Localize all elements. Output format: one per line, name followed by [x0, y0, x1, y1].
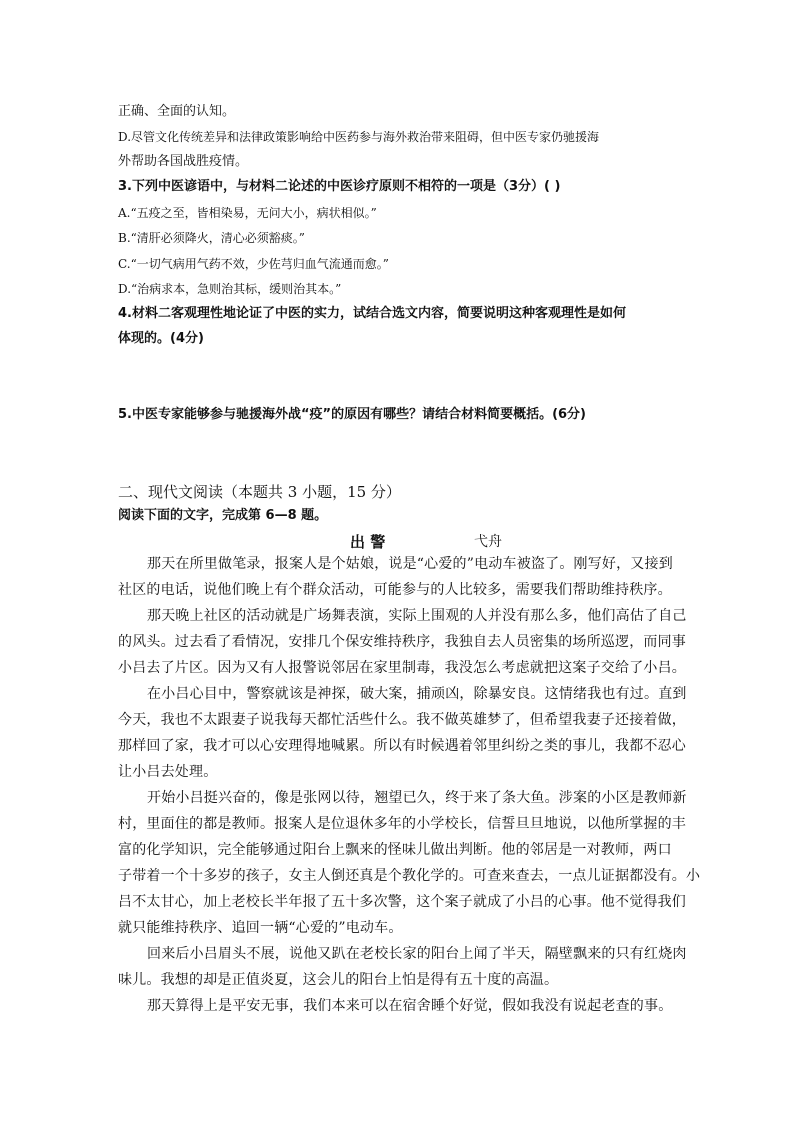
story-line: 子带着一个十多岁的孩子，女主人倒还真是个教化学的。可查来查去，一点儿证据都没有。小: [118, 868, 701, 884]
q3-option-c: C.“一切气病用气药不效，少佐芎归血气流通而愈。”: [118, 257, 389, 271]
story-line: 吕不太甘心，加上老校长半年报了五十多次警，这个案子就成了小吕的心事。他不觉得我们: [118, 894, 686, 910]
q3-option-d: D.“治病求本，急则治其标，缓则治其本。”: [118, 282, 342, 296]
story-author: 弋舟: [474, 534, 502, 550]
story-title: 出 警: [350, 533, 386, 551]
q3-option-a: A.“五疫之至，皆相染易，无问大小，病状相似。”: [118, 206, 377, 220]
q5-stem: 5.中医专家能够参与驰援海外战“疫”的原因有哪些？请结合材料简要概括。(6分): [118, 407, 587, 422]
q2-option-c-tail: 正确、全面的认知。: [118, 104, 236, 119]
story-line: 今天，我也不太跟妻子说我每天都忙活些什么。我不做英雄梦了，但希望我妻子还接着做，: [118, 712, 686, 728]
q2-option-d-line1: D.尽管文化传统差异和法律政策影响给中医药参与海外救治带来阻碍，但中医专家仍驰援海: [118, 130, 600, 144]
story-line: 在小吕心目中，警察就该是神探，破大案，捕顽凶，除暴安良。这情绪我也有过。直到: [147, 686, 687, 702]
q3-option-b: B.“清肝必须降火，清心必须豁痰。”: [118, 231, 305, 245]
story-line: 富的化学知识，完全能够通过阳台上飘来的怪味儿做出判断。他的邻居是一对教师，两口: [118, 842, 672, 858]
story-line: 小吕去了片区。因为又有人报警说邻居在家里制毒，我没怎么考虑就把这案子交给了小吕。: [118, 660, 686, 676]
q2-option-d-line2: 外帮助各国战胜疫情。: [118, 154, 249, 169]
q3-stem: 3.下列中医谚语中，与材料二论述的中医诊疗原则不相符的一项是（3分）( ): [118, 179, 561, 194]
section-instruction: 阅读下面的文字，完成第 6—8 题。: [118, 508, 328, 523]
story-line: 那天在所里做笔录，报案人是个姑娘，说是“心爱的”电动车被盗了。刚写好，又接到: [147, 556, 673, 572]
story-line: 味儿。我想的却是正值炎夏，这会儿的阳台上怕是得有五十度的高温。: [118, 972, 559, 988]
story-line: 的风头。过去看了看情况，安排几个保安维持秩序，我独自去人员密集的场所巡逻，而同事: [118, 634, 686, 650]
section-heading: 二、现代文阅读（本题共 3 小题，15 分）: [118, 483, 401, 501]
q4-stem-line1: 4.材料二客观理性地论证了中医的实力，试结合选文内容，简要说明这种客观理性是如何: [118, 306, 626, 321]
story-line: 就只能维持秩序、追回一辆“心爱的”电动车。: [118, 920, 403, 936]
q4-stem-line2: 体现的。(4分): [118, 331, 204, 346]
story-line: 社区的电话，说他们晚上有个群众活动，可能参与的人比较多，需要我们帮助维持秩序。: [118, 582, 672, 598]
story-line: 让小吕去处理。: [118, 764, 218, 780]
story-line: 那天算得上是平安无事，我们本来可以在宿舍睡个好觉，假如我没有说起老查的事。: [147, 998, 673, 1014]
story-line: 那样回了家，我才可以心安理得地喊累。所以有时候遇着邻里纠纷之类的事儿，我都不忍心: [118, 738, 686, 754]
story-line: 村，里面住的都是教师。报案人是位退休多年的小学校长，信誓旦旦地说，以他所掌握的丰: [118, 816, 686, 832]
story-line: 回来后小吕眉头不展，说他又趴在老校长家的阳台上闻了半天，隔壁飘来的只有红烧肉: [147, 946, 687, 962]
story-line: 开始小吕挺兴奋的，像是张网以待，翘望已久，终于来了条大鱼。涉案的小区是教师新: [147, 790, 687, 806]
story-line: 那天晚上社区的活动就是广场舞表演，实际上围观的人并没有那么多，他们高估了自己: [147, 608, 687, 624]
